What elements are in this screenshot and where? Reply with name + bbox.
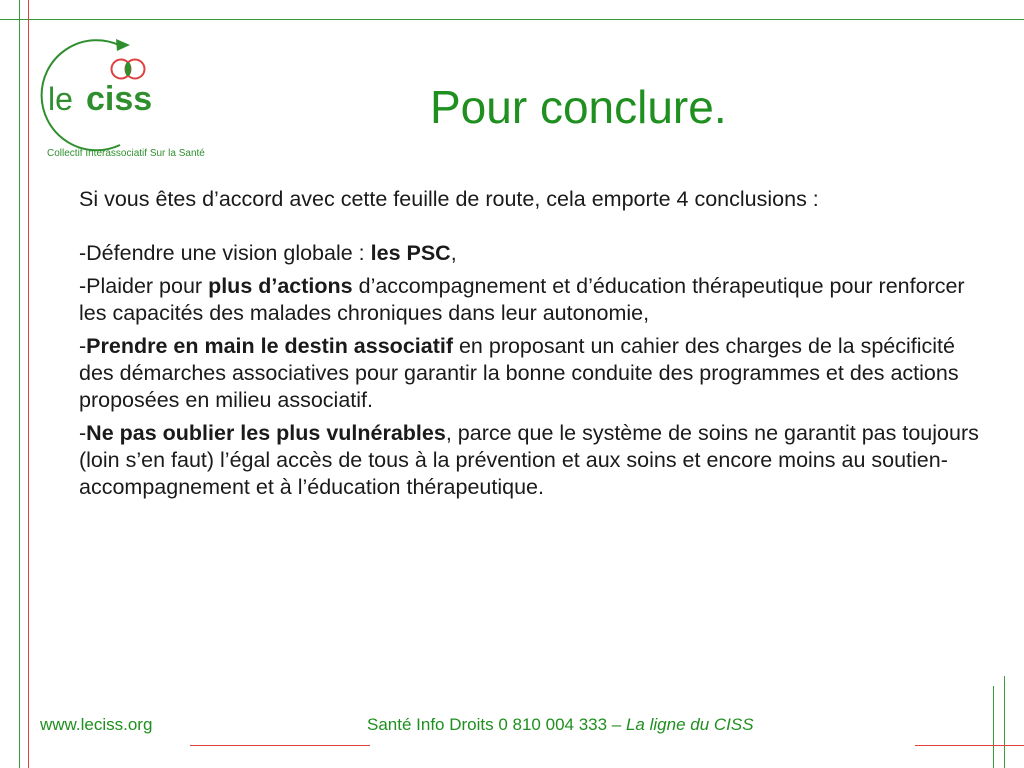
intro-paragraph: Si vous êtes d’accord avec cette feuille de route, cela emporte 4 conclusions : xyxy=(79,187,819,211)
bottom-red-line-2 xyxy=(915,745,1024,746)
leciss-logo-icon xyxy=(40,38,230,163)
list-item: -Ne pas oublier les plus vulnérables, parce que le système de soins ne garantit pas toujours (loin s’en faut) l’égal accès de tous à la prévention et aux soins et encore moins au soutien-accompagnement et à l’éducation thérapeutique. xyxy=(79,421,979,499)
list-item: -Prendre en main le destin associatif en proposant un cahier des charges de la spécificité des démarches associatives pour garantir la bonne conduite des programmes et des actions proposées en milieu associatif. xyxy=(79,334,959,412)
logo-le-text: le xyxy=(48,81,73,117)
logo-ciss-text: ciss xyxy=(86,80,153,118)
slide-body xyxy=(79,186,979,501)
list-item: -Défendre une vision globale : les PSC, xyxy=(79,241,457,265)
logo-caption: Collectif Interassociatif Sur la Santé xyxy=(47,148,205,159)
footer-website-link[interactable]: www.leciss.org xyxy=(40,715,153,734)
footer-hotline: Santé Info Droits 0 810 004 333 – La ligne du CISS xyxy=(367,715,754,734)
left-red-border xyxy=(28,0,29,768)
list-item: -Plaider pour plus d’actions d’accompagnement et d’éducation thérapeutique pour renforcer les capacités des malades chroniques dans leur autonomie, xyxy=(79,274,965,325)
top-divider-line xyxy=(0,19,1024,20)
right-green-bar-2 xyxy=(1004,676,1005,768)
leciss-logo xyxy=(40,38,230,163)
bottom-red-line-1 xyxy=(190,745,370,746)
left-green-border xyxy=(19,0,20,768)
slide-title: Pour conclure. xyxy=(430,81,727,133)
right-green-bar-1 xyxy=(993,686,994,768)
